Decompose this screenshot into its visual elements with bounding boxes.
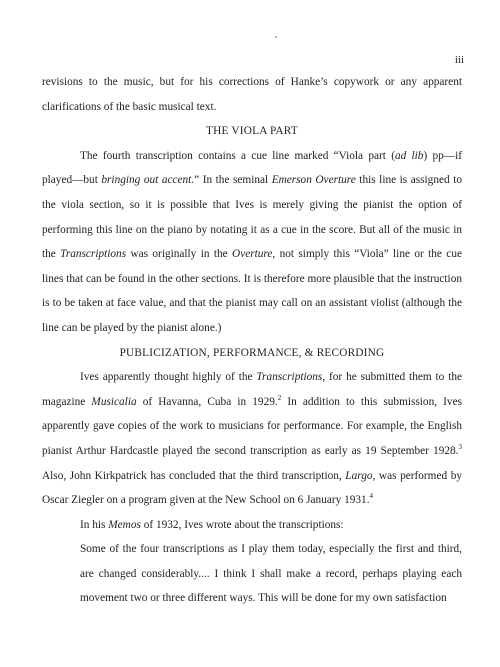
- footnote-ref-4: 4: [369, 492, 374, 501]
- heading-publicization: PUBLICIZATION, PERFORMANCE, & RECORDING: [119, 346, 385, 359]
- paragraph-viola: The fourth transcription contains a cue line marked “Viola part (ad lib) pp—if played—but bringing out accent.” In the seminal Emerson Overture this line is assigned to the viola section, so it is possible that Ives is merely giving the pianist the option of performing this line on the piano by notating it as a cue in the score. But all of the music in the Transcriptions was originally in the Overture, not simply this “Viola” line or the cue lines that can be found in the other sections. It is therefore more plausible that the instruction is to be taken at face value, and that the pianist may call on an assistant violist (although the line can be played by the pianist alone.): [42, 149, 462, 334]
- paragraph-revisions: revisions to the music, but for his corrections of Hanke’s copywork or any apparent clarifications of the basic musical text.: [42, 76, 462, 113]
- body-text: [42, 70, 462, 611]
- footnote-ref-3: 3: [458, 443, 462, 452]
- page-number: iii: [454, 54, 464, 66]
- heading-viola-part: THE VIOLA PART: [206, 125, 298, 138]
- footnote-ref-2: 2: [277, 393, 282, 402]
- paragraph-memos: In his Memos of 1932, Ives wrote about the transcriptions:: [80, 518, 344, 531]
- block-quote: Some of the four transcriptions as I play them today, especially the first and third, are changed considerably.... I think I shall make a record, perhaps playing each movement two or three different ways. This will be done for my own satisfaction: [80, 543, 462, 605]
- speck: [275, 36, 277, 38]
- paragraph-publicization: Ives apparently thought highly of the Transcriptions, for he submitted them to the magazine Musicalia of Havanna, Cuba in 1929.$^2$ In addition to this submission, Ives apparently gave copies of the work to musicians for performance. For example, the English pianist Arthur Hardcastle played the second transcription as early as 19 September 1928.$^3$ Also, John Kirkpatrick has concluded that the third transcription, Largo, was performed by Oscar Ziegler on a program given at the New School on 6 January 1931.$^4$: [42, 371, 462, 507]
